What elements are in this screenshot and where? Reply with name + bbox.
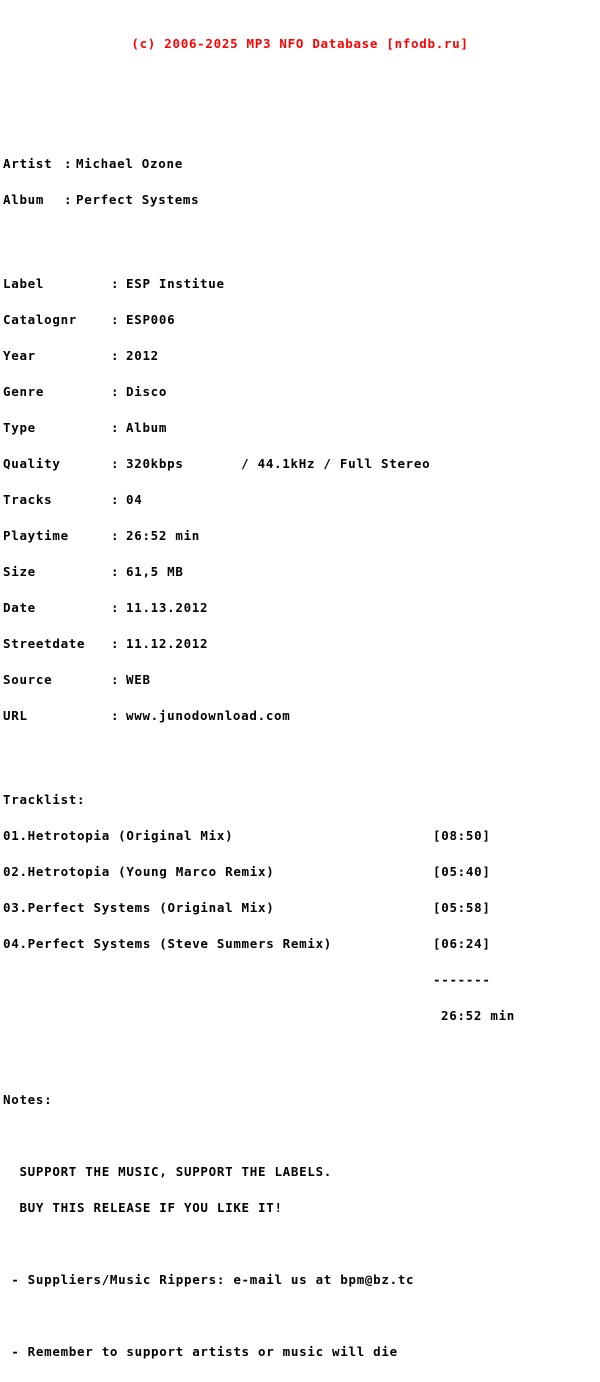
meta-row-url bbox=[3, 710, 600, 722]
meta-key: Type bbox=[3, 420, 36, 435]
total-playtime-row bbox=[3, 1010, 600, 1022]
url-value: www.junodownload.com bbox=[126, 708, 291, 723]
meta-row-type bbox=[3, 422, 600, 434]
blank-line bbox=[3, 74, 600, 86]
note-line: - Suppliers/Music Rippers: e-mail us at bpm@bz.tc bbox=[3, 1272, 415, 1287]
blank-line bbox=[3, 110, 600, 122]
track-duration: [05:58] bbox=[433, 900, 491, 915]
blank-line bbox=[3, 1046, 600, 1058]
colon-separator: : bbox=[111, 600, 120, 615]
colon-separator: : bbox=[111, 636, 120, 651]
album-row bbox=[3, 194, 600, 206]
meta-key: Label bbox=[3, 276, 45, 291]
notes-heading: Notes: bbox=[3, 1092, 53, 1107]
meta-row-size bbox=[3, 566, 600, 578]
note-line: BUY THIS RELEASE IF YOU LIKE IT! bbox=[3, 1200, 283, 1215]
track-duration: [08:50] bbox=[433, 828, 491, 843]
meta-value: 61,5 MB bbox=[126, 564, 184, 579]
blank-line bbox=[3, 1238, 600, 1250]
total-separator: ------- bbox=[433, 972, 491, 987]
tracklist-heading: Tracklist: bbox=[3, 792, 86, 807]
meta-row-catalognr bbox=[3, 314, 600, 326]
note-line: SUPPORT THE MUSIC, SUPPORT THE LABELS. bbox=[3, 1164, 333, 1179]
meta-value: 11.13.2012 bbox=[126, 600, 209, 615]
meta-key: Year bbox=[3, 348, 36, 363]
meta-key: Size bbox=[3, 564, 36, 579]
colon-separator: : bbox=[111, 708, 120, 723]
track-title: 01.Hetrotopia (Original Mix) bbox=[3, 828, 234, 843]
colon-separator: : bbox=[111, 312, 120, 327]
meta-value: Disco bbox=[126, 384, 168, 399]
track-duration: [06:24] bbox=[433, 936, 491, 951]
track-row bbox=[3, 830, 600, 842]
meta-value: ESP006 bbox=[126, 312, 176, 327]
meta-key: Playtime bbox=[3, 528, 69, 543]
note-line: - Remember to support artists or music will die bbox=[3, 1344, 398, 1359]
colon-separator: : bbox=[111, 528, 120, 543]
meta-key: Quality bbox=[3, 456, 61, 471]
track-row bbox=[3, 902, 600, 914]
track-title: 04.Perfect Systems (Steve Summers Remix) bbox=[3, 936, 333, 951]
meta-value: 11.12.2012 bbox=[126, 636, 209, 651]
meta-value: 04 bbox=[126, 492, 143, 507]
meta-row-label bbox=[3, 278, 600, 290]
meta-row-tracks bbox=[3, 494, 600, 506]
track-title: 02.Hetrotopia (Young Marco Remix) bbox=[3, 864, 275, 879]
total-separator-row bbox=[3, 974, 600, 986]
meta-value: Album bbox=[126, 420, 168, 435]
meta-key: Catalognr bbox=[3, 312, 78, 327]
artist-row bbox=[3, 158, 600, 170]
colon-separator: : bbox=[64, 192, 73, 207]
colon-separator: : bbox=[111, 384, 120, 399]
colon-separator: : bbox=[111, 492, 120, 507]
artist-value: Michael Ozone bbox=[76, 156, 183, 171]
track-title: 03.Perfect Systems (Original Mix) bbox=[3, 900, 275, 915]
colon-separator: : bbox=[111, 672, 120, 687]
colon-separator: : bbox=[111, 348, 120, 363]
meta-row-playtime bbox=[3, 530, 600, 542]
meta-row-genre bbox=[3, 386, 600, 398]
meta-row-source bbox=[3, 674, 600, 686]
artist-label: Artist bbox=[3, 156, 53, 171]
meta-value: 2012 bbox=[126, 348, 159, 363]
track-duration: [05:40] bbox=[433, 864, 491, 879]
meta-key: Tracks bbox=[3, 492, 53, 507]
blank-line bbox=[3, 746, 600, 758]
blank-line bbox=[3, 1310, 600, 1322]
album-label: Album bbox=[3, 192, 45, 207]
total-playtime: 26:52 min bbox=[441, 1008, 516, 1023]
meta-row-streetdate bbox=[3, 638, 600, 650]
colon-separator: : bbox=[111, 564, 120, 579]
colon-separator: : bbox=[64, 156, 73, 171]
nfo-header-title: (c) 2006-2025 MP3 NFO Database [nfodb.ru] bbox=[131, 36, 469, 51]
blank-line bbox=[3, 1130, 600, 1142]
colon-separator: : bbox=[111, 456, 120, 471]
meta-value: 26:52 min bbox=[126, 528, 201, 543]
meta-key: Streetdate bbox=[3, 636, 86, 651]
meta-key: URL bbox=[3, 708, 28, 723]
colon-separator: : bbox=[111, 276, 120, 291]
meta-key: Date bbox=[3, 600, 36, 615]
meta-row-year bbox=[3, 350, 600, 362]
meta-key: Source bbox=[3, 672, 53, 687]
meta-value: ESP Institue bbox=[126, 276, 225, 291]
meta-key: Genre bbox=[3, 384, 45, 399]
meta-value: 320kbps / 44.1kHz / Full Stereo bbox=[126, 456, 431, 471]
colon-separator: : bbox=[111, 420, 120, 435]
meta-row-quality bbox=[3, 458, 600, 470]
meta-value: WEB bbox=[126, 672, 151, 687]
track-row bbox=[3, 866, 600, 878]
album-value: Perfect Systems bbox=[76, 192, 200, 207]
blank-line bbox=[3, 230, 600, 242]
track-row bbox=[3, 938, 600, 950]
meta-row-date bbox=[3, 602, 600, 614]
